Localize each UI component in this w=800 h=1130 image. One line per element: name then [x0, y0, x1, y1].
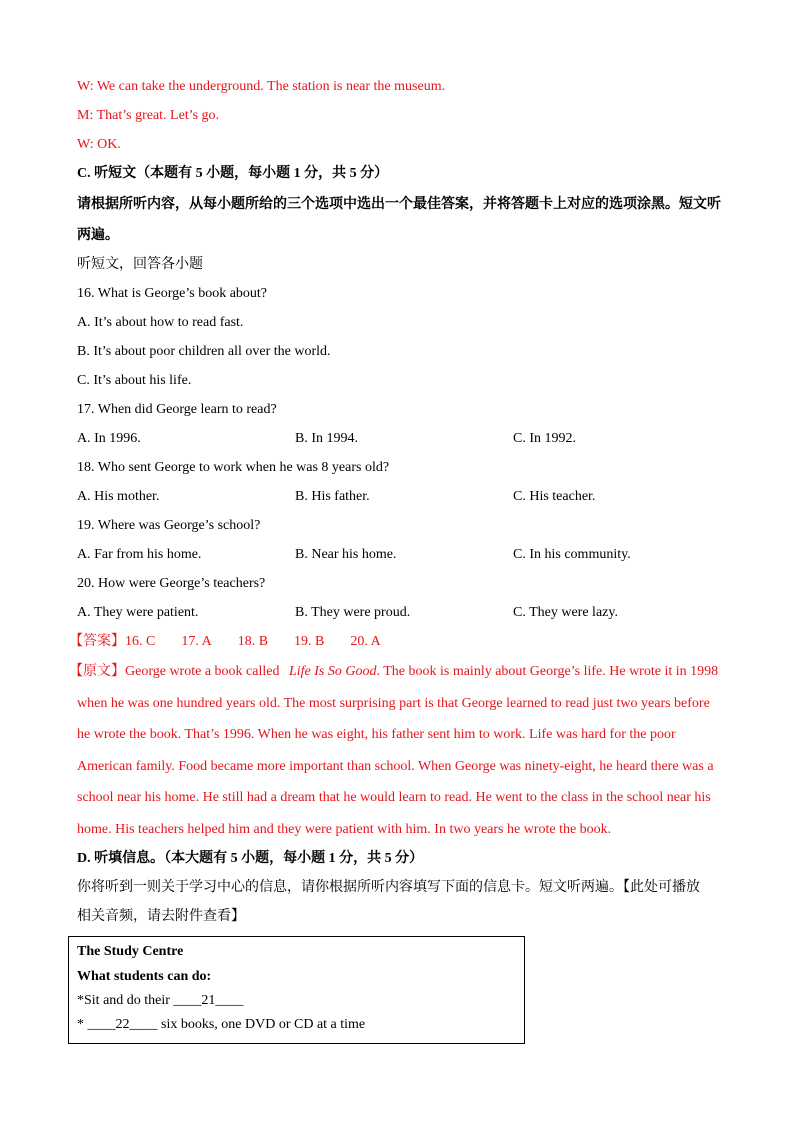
original-text	[69, 656, 722, 845]
original-text-body: . The book is mainly about George’s life. He wrote it in 1998 when he was one hundred years old. The most surprising part is that George learned to read just two years before he wrote the book. That’s 1996. When he was eight, his father sent him to work. Life was hard for the poor American family. Food became more important than school. When George was ninety-eight, he heard there was a school near his home. He still had a dream that he would learn to read. He went to the class in the school near his home. His teachers helped him and they were patient with him. In two years he wrote the book.	[77, 664, 719, 837]
q16-option-a: A. It’s about how to read fast.	[77, 315, 244, 330]
q19-option-c: C. In his community.	[513, 547, 631, 562]
q18-options	[77, 487, 727, 507]
answer-item: 20. A	[350, 634, 381, 649]
q20-option-b: B. They were proud.	[295, 605, 411, 620]
q19-options	[77, 545, 727, 565]
section-d-heading: D. 听填信息。（本大题有 5 小题，每小题 1 分，共 5 分）	[77, 851, 424, 866]
answer-label: 【答案】	[69, 634, 125, 649]
answer-line	[69, 632, 381, 652]
q17-option-b: B. In 1994.	[295, 431, 358, 446]
section-c-prompt: 听短文，回答各小题	[77, 257, 203, 272]
answer-item: 17. A	[181, 634, 212, 649]
question-16: 16. What is George’s book about?	[77, 286, 268, 301]
q20-options	[77, 603, 727, 623]
q18-option-a: A. His mother.	[77, 489, 160, 504]
question-18: 18. Who sent George to work when he was 8 years old?	[77, 460, 390, 475]
q17-option-c: C. In 1992.	[513, 431, 576, 446]
section-c-instruction-2: 两遍。	[77, 228, 119, 243]
q18-option-c: C. His teacher.	[513, 489, 596, 504]
dialogue-line-2: M: That’s great. Let’s go.	[77, 108, 220, 123]
section-d-instruction-2: 相关音频，请去附件查看】	[77, 909, 245, 924]
answer-item: 19. B	[294, 634, 325, 649]
original-text-start: George wrote a book called	[125, 664, 283, 679]
q19-option-b: B. Near his home.	[295, 547, 397, 562]
card-item-22: * ____22____ six books, one DVD or CD at a time	[77, 1017, 366, 1032]
q16-option-c: C. It’s about his life.	[77, 373, 192, 388]
q19-option-a: A. Far from his home.	[77, 547, 202, 562]
card-title: The Study Centre	[77, 944, 184, 959]
q17-options	[77, 429, 727, 449]
q16-option-b: B. It’s about poor children all over the world.	[77, 344, 331, 359]
section-c-instruction-1: 请根据所听内容，从每小题所给的三个选项中选出一个最佳答案，并将答题卡上对应的选项涂黑。短文听	[77, 197, 721, 212]
card-subtitle: What students can do:	[77, 969, 212, 984]
q20-option-c: C. They were lazy.	[513, 605, 618, 620]
section-d-instruction-1: 你将听到一则关于学习中心的信息，请你根据所听内容填写下面的信息卡。短文听两遍。【此处可播放	[77, 880, 700, 895]
q20-option-a: A. They were patient.	[77, 605, 199, 620]
question-19: 19. Where was George’s school?	[77, 518, 261, 533]
dialogue-line-3: W: OK.	[77, 137, 121, 152]
card-item-21: *Sit and do their ____21____	[77, 993, 244, 1008]
q17-option-a: A. In 1996.	[77, 431, 141, 446]
answer-item: 18. B	[237, 634, 269, 649]
q18-option-b: B. His father.	[295, 489, 370, 504]
dialogue-line-1: W: We can take the underground. The station is near the museum.	[77, 79, 446, 94]
answer-item: 16. C	[125, 634, 156, 649]
info-card	[68, 936, 525, 1044]
section-c-heading: C. 听短文（本题有 5 小题，每小题 1 分，共 5 分）	[77, 166, 389, 181]
question-20: 20. How were George’s teachers?	[77, 576, 266, 591]
book-title: Life Is So Good	[288, 664, 377, 679]
original-label: 【原文】	[69, 664, 125, 679]
question-17: 17. When did George learn to read?	[77, 402, 277, 417]
